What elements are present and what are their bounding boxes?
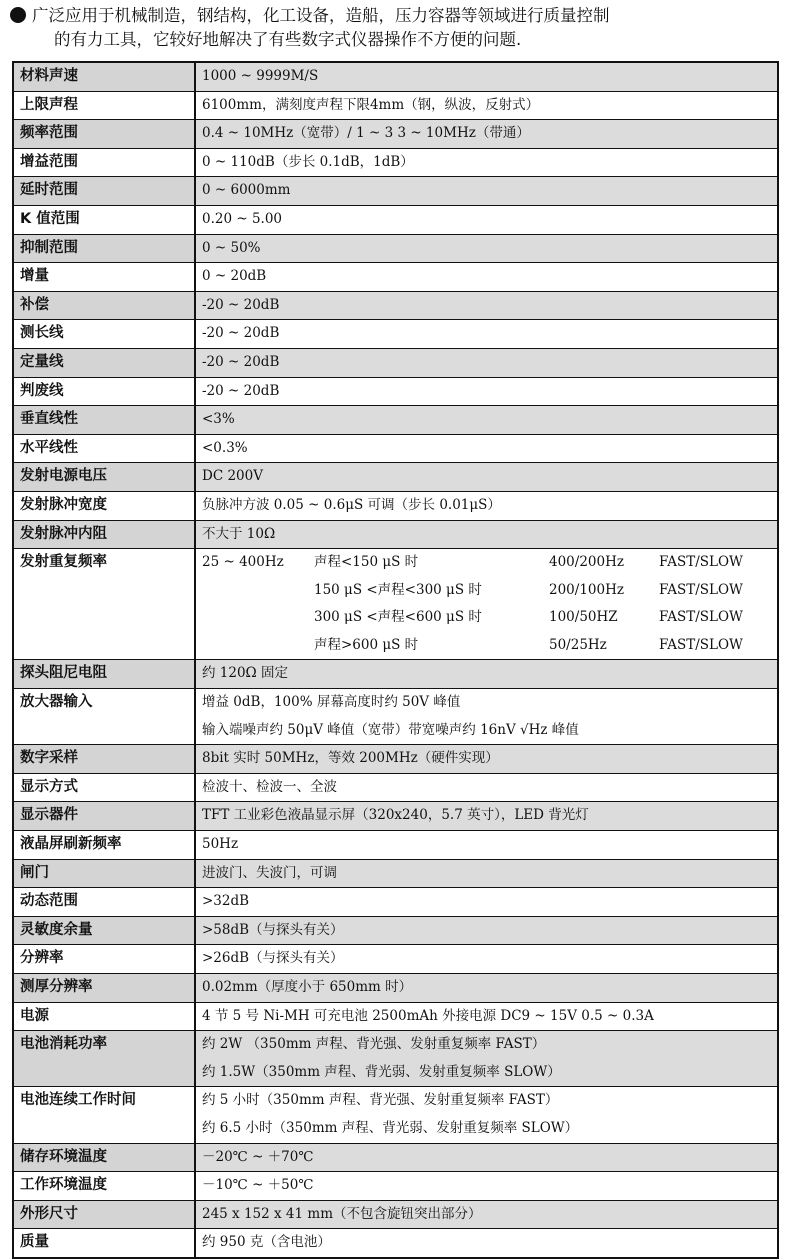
spec-row: [13, 945, 778, 974]
prf-condition: 300 μS <声程<600 μS 时: [314, 609, 482, 626]
spec-value: －20℃ ~ ＋70℃: [195, 1143, 778, 1172]
spec-row: [13, 377, 778, 406]
spec-value: 0.4 ~ 10MHz（宽带）/ 1 ~ 3 3 ~ 10MHz（带通）: [195, 120, 778, 149]
spec-value: 约 950 克（含电池）: [195, 1229, 778, 1258]
spec-value: -20 ~ 20dB: [195, 348, 778, 377]
spec-row: [13, 745, 778, 774]
spec-label: 材料声速: [13, 62, 195, 91]
spec-row: [13, 205, 778, 234]
spec-label: 灵敏度余量: [13, 916, 195, 945]
spec-value: -20 ~ 20dB: [195, 291, 778, 320]
spec-row: [13, 859, 778, 888]
spec-label: 工作环境温度: [13, 1172, 195, 1201]
intro-paragraph: [10, 4, 780, 52]
bullet-icon: [10, 7, 26, 23]
spec-value: 4 节 5 号 Ni-MH 可充电池 2500mAh 外接电源 DC9 ~ 15V 0.5 ~ 0.3A: [195, 1002, 778, 1031]
spec-table: [12, 61, 779, 1259]
prf-frequency: 50/25Hz: [549, 636, 607, 653]
spec-row: [13, 177, 778, 206]
spec-label: 抑制范围: [13, 234, 195, 263]
spec-row: [13, 1087, 778, 1143]
spec-label: K 值范围: [13, 205, 195, 234]
spec-label: 延时范围: [13, 177, 195, 206]
spec-row: [13, 888, 778, 917]
spec-value: -20 ~ 20dB: [195, 377, 778, 406]
spec-label: 垂直线性: [13, 406, 195, 435]
spec-row-prf: [13, 549, 778, 660]
spec-label: 显示器件: [13, 802, 195, 831]
prf-mode: FAST/SLOW: [659, 636, 743, 653]
spec-row: [13, 802, 778, 831]
spec-row: [13, 916, 778, 945]
spec-value: [195, 689, 778, 745]
spec-row: [13, 148, 778, 177]
spec-label: 动态范围: [13, 888, 195, 917]
spec-row: [13, 463, 778, 492]
spec-value: 进波门、失波门，可调: [195, 859, 778, 888]
prf-mode: FAST/SLOW: [659, 581, 743, 598]
spec-value: 0 ~ 6000mm: [195, 177, 778, 206]
spec-value: 50Hz: [195, 831, 778, 860]
spec-value-line: 约 1.5W（350mm 声程、背光弱、发射重复频率 SLOW）: [202, 1063, 561, 1080]
spec-value: -20 ~ 20dB: [195, 320, 778, 349]
spec-label: 发射电源电压: [13, 463, 195, 492]
spec-label: 上限声程: [13, 91, 195, 120]
spec-label: 判废线: [13, 377, 195, 406]
prf-range: 25 ~ 400Hz: [202, 554, 284, 571]
spec-label: 外形尺寸: [13, 1200, 195, 1229]
spec-value: 检波十、检波一、全波: [195, 773, 778, 802]
intro-line-1: [10, 4, 780, 28]
spec-row: [13, 291, 778, 320]
prf-frequency: 200/100Hz: [549, 581, 624, 598]
spec-label: 液晶屏刷新频率: [13, 831, 195, 860]
spec-label: 定量线: [13, 348, 195, 377]
spec-value: －10℃ ~ ＋50℃: [195, 1172, 778, 1201]
spec-label: 增量: [13, 263, 195, 292]
spec-row: [13, 689, 778, 745]
prf-line: [202, 632, 771, 660]
spec-label: 水平线性: [13, 434, 195, 463]
spec-value: 0 ~ 20dB: [195, 263, 778, 292]
spec-value: 不大于 10Ω: [195, 520, 778, 549]
spec-label: 数字采样: [13, 745, 195, 774]
spec-row: [13, 62, 778, 91]
spec-value-line: 输入端噪声约 50μV 峰值（宽带）带宽噪声约 16nV √Hz 峰值: [202, 721, 579, 738]
prf-condition: 150 μS <声程<300 μS 时: [314, 581, 482, 598]
spec-label: 发射脉冲宽度: [13, 491, 195, 520]
intro-line-2: 的有力工具，它较好地解决了有些数字式仪器操作不方便的问题.: [54, 30, 522, 49]
spec-row: [13, 491, 778, 520]
spec-row: [13, 1172, 778, 1201]
spec-label: 电池消耗功率: [13, 1031, 195, 1087]
spec-value: 8bit 实时 50MHz，等效 200MHz（硬件实现）: [195, 745, 778, 774]
spec-label: 闸门: [13, 859, 195, 888]
spec-label: 电池连续工作时间: [13, 1087, 195, 1143]
spec-value: [195, 1031, 778, 1087]
prf-frequency: 400/200Hz: [549, 554, 624, 571]
spec-value-line: 约 2W （350mm 声程、背光强、发射重复频率 FAST）: [202, 1036, 546, 1053]
spec-row: [13, 234, 778, 263]
spec-row: [13, 660, 778, 689]
prf-mode: FAST/SLOW: [659, 554, 743, 571]
spec-label: 放大器输入: [13, 689, 195, 745]
spec-value-line: 增益 0dB，100% 屏幕高度时约 50V 峰值: [202, 694, 461, 711]
spec-value: [195, 549, 778, 660]
spec-value: DC 200V: [195, 463, 778, 492]
spec-label: 补偿: [13, 291, 195, 320]
spec-value: >26dB（与探头有关）: [195, 945, 778, 974]
spec-value: 6100mm，满刻度声程下限4mm（钢，纵波，反射式）: [195, 91, 778, 120]
spec-label: 显示方式: [13, 773, 195, 802]
spec-label: 质量: [13, 1229, 195, 1258]
prf-line: [202, 604, 771, 632]
spec-row: [13, 974, 778, 1003]
spec-value: <0.3%: [195, 434, 778, 463]
spec-value-line: 约 6.5 小时（350mm 声程、背光弱、发射重复频率 SLOW）: [202, 1119, 579, 1136]
prf-condition: 声程>600 μS 时: [314, 636, 419, 653]
spec-row: [13, 1002, 778, 1031]
spec-row: [13, 263, 778, 292]
intro-text-1: 广泛应用于机械制造，钢结构，化工设备，造船，压力容器等领域进行质量控制: [32, 6, 610, 25]
spec-value: [195, 1087, 778, 1143]
spec-row: [13, 1031, 778, 1087]
spec-row: [13, 773, 778, 802]
spec-row: [13, 1200, 778, 1229]
spec-row: [13, 520, 778, 549]
prf-line: [202, 577, 771, 605]
prf-condition: 声程<150 μS 时: [314, 554, 419, 571]
spec-value: 约 120Ω 固定: [195, 660, 778, 689]
spec-value: 0 ~ 110dB（步长 0.1dB，1dB）: [195, 148, 778, 177]
spec-value: 245 x 152 x 41 mm（不包含旋钮突出部分）: [195, 1200, 778, 1229]
spec-label: 测长线: [13, 320, 195, 349]
spec-value: 1000 ~ 9999M/S: [195, 62, 778, 91]
spec-row: [13, 406, 778, 435]
prf-frequency: 100/50HZ: [549, 609, 618, 626]
spec-value: >32dB: [195, 888, 778, 917]
prf-mode: FAST/SLOW: [659, 609, 743, 626]
spec-row: [13, 1143, 778, 1172]
spec-label: 发射重复频率: [13, 549, 195, 660]
spec-label: 增益范围: [13, 148, 195, 177]
spec-value: <3%: [195, 406, 778, 435]
prf-line: [202, 549, 771, 577]
spec-row: [13, 120, 778, 149]
spec-row: [13, 434, 778, 463]
spec-value: 0.02mm（厚度小于 650mm 时）: [195, 974, 778, 1003]
spec-value: TFT 工业彩色液晶显示屏（320x240，5.7 英寸），LED 背光灯: [195, 802, 778, 831]
spec-label: 频率范围: [13, 120, 195, 149]
spec-label: 电源: [13, 1002, 195, 1031]
spec-value: 0.20 ~ 5.00: [195, 205, 778, 234]
spec-label: 测厚分辨率: [13, 974, 195, 1003]
spec-row: [13, 348, 778, 377]
spec-value-line: 约 5 小时（350mm 声程、背光强、发射重复频率 FAST）: [202, 1092, 559, 1109]
spec-label: 发射脉冲内阻: [13, 520, 195, 549]
spec-label: 储存环境温度: [13, 1143, 195, 1172]
spec-value: >58dB（与探头有关）: [195, 916, 778, 945]
spec-value: 负脉冲方波 0.05 ~ 0.6μS 可调（步长 0.01μS）: [195, 491, 778, 520]
spec-row: [13, 320, 778, 349]
spec-row: [13, 831, 778, 860]
spec-label: 分辨率: [13, 945, 195, 974]
spec-row: [13, 91, 778, 120]
spec-value: 0 ~ 50%: [195, 234, 778, 263]
spec-label: 探头阻尼电阻: [13, 660, 195, 689]
